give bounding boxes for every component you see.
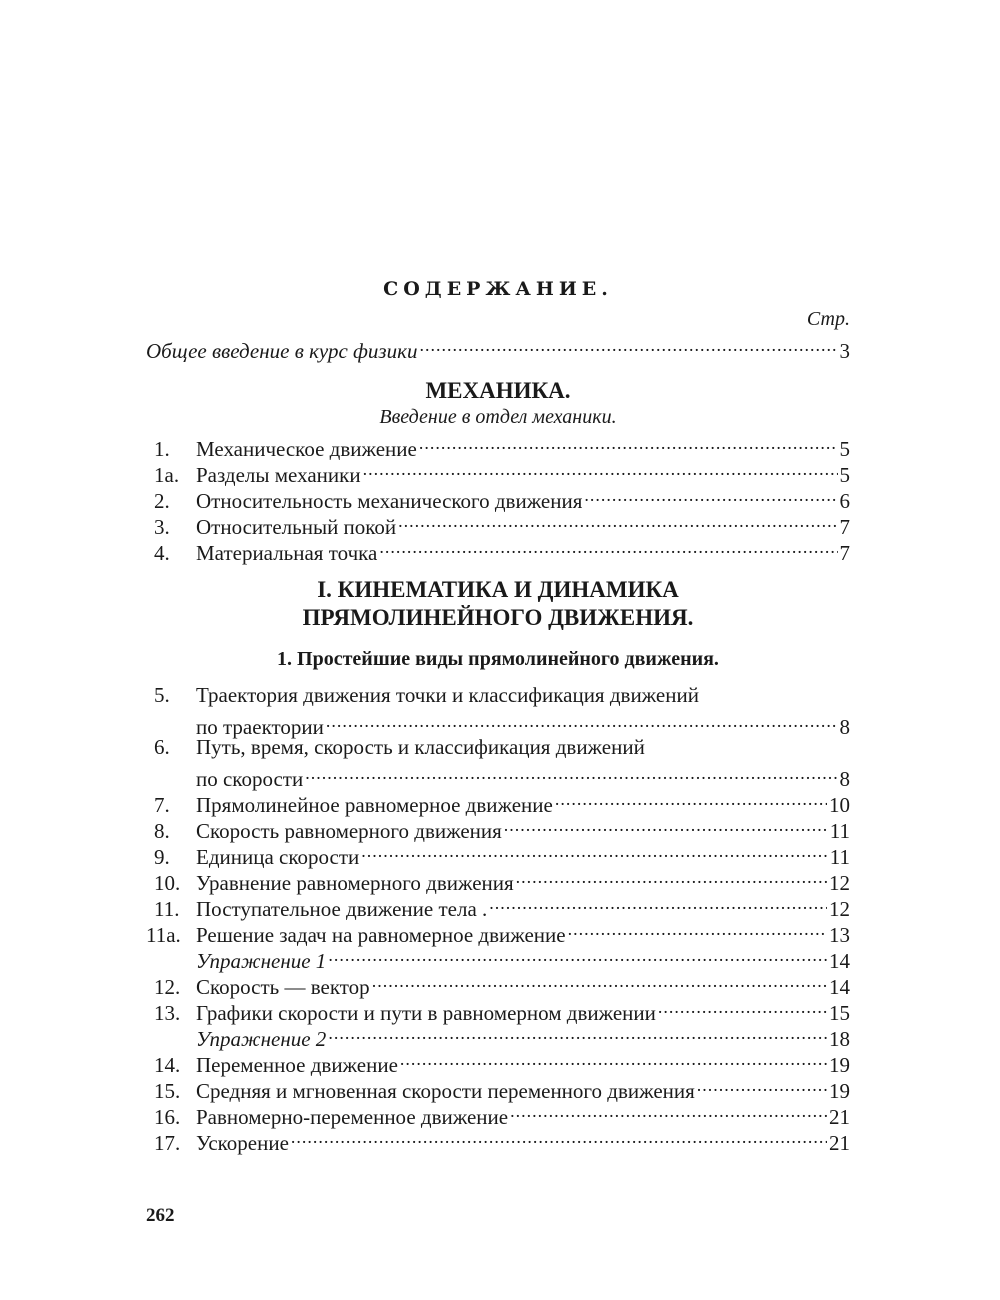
entry-page: 21 bbox=[829, 1105, 850, 1129]
entry-number: 13. bbox=[154, 1001, 181, 1025]
entry-page: 8 bbox=[839, 767, 850, 791]
toc-title: СОДЕРЖАНИЕ. bbox=[383, 278, 613, 300]
part-title-line2: ПРЯМОЛИНЕЙНОГО ДВИЖЕНИЯ. bbox=[302, 605, 694, 630]
dot-leader bbox=[328, 1020, 827, 1046]
dot-leader bbox=[372, 968, 827, 994]
entry-text: Траектория движения точки и классификация движений bbox=[196, 683, 699, 707]
entry-number: 12. bbox=[154, 975, 181, 999]
entry-text: Относительный покой bbox=[196, 515, 397, 539]
entry-page: 12 bbox=[829, 871, 850, 895]
entry-text: Решение задач на равномерное движение bbox=[196, 923, 566, 947]
entry-number: 1. bbox=[154, 437, 170, 461]
toc-entry[interactable] bbox=[146, 430, 850, 461]
dot-leader bbox=[658, 994, 827, 1020]
entry-number: 9. bbox=[154, 845, 170, 869]
mechanics-entries bbox=[146, 430, 850, 565]
entry-number: 1а. bbox=[154, 463, 180, 487]
page-number: 262 bbox=[146, 1205, 175, 1226]
entry-text: Равномерно-переменное движение bbox=[196, 1105, 509, 1129]
toc-entry[interactable] bbox=[146, 682, 850, 708]
entry-text: Механическое движение bbox=[196, 437, 417, 461]
entry-page: 5 bbox=[839, 437, 850, 461]
entry-page: 19 bbox=[829, 1079, 850, 1103]
entry-number: 2. bbox=[154, 489, 170, 513]
entry-text: Общее введение в курс физики bbox=[146, 339, 418, 363]
entry-text: Скорость равномерного движения bbox=[196, 819, 502, 843]
dot-leader bbox=[363, 456, 838, 482]
entry-text: Уравнение равномерного движения bbox=[196, 871, 514, 895]
dot-leader bbox=[361, 838, 828, 864]
dot-leader bbox=[504, 812, 828, 838]
entry-text: Переменное движение bbox=[196, 1053, 398, 1077]
entry-text: Упражнение 1 bbox=[196, 949, 327, 973]
entry-number: 8. bbox=[154, 819, 170, 843]
entry-number: 4. bbox=[154, 541, 170, 565]
entry-text: по скорости bbox=[196, 767, 304, 791]
entry-text: по траектории bbox=[196, 715, 324, 739]
dot-leader bbox=[326, 708, 838, 734]
entry-number: 6. bbox=[154, 735, 170, 759]
entry-page: 7 bbox=[839, 541, 850, 565]
dot-leader bbox=[398, 508, 837, 534]
dot-leader bbox=[400, 1046, 827, 1072]
entry-text: Путь, время, скорость и классификация движений bbox=[196, 735, 645, 759]
section-title-mechanics: МЕХАНИКА. bbox=[425, 378, 571, 403]
entry-page: 19 bbox=[829, 1053, 850, 1077]
entry-text: Относительность механического движения bbox=[196, 489, 583, 513]
entry-text: Прямолинейное равномерное движение bbox=[196, 793, 553, 817]
dot-leader bbox=[305, 760, 837, 786]
entry-page: 15 bbox=[829, 1001, 850, 1025]
entry-page: 18 bbox=[829, 1027, 850, 1051]
toc-entry[interactable] bbox=[146, 734, 850, 760]
entry-page: 11 bbox=[829, 845, 850, 869]
page-column-label: Стр. bbox=[806, 308, 850, 330]
entry-page: 7 bbox=[839, 515, 850, 539]
entry-number: 5. bbox=[154, 683, 170, 707]
entry-text: Скорость — вектор bbox=[196, 975, 370, 999]
entry-page: 13 bbox=[829, 923, 850, 947]
entry-page: 14 bbox=[829, 975, 850, 999]
entry-page: 12 bbox=[829, 897, 850, 921]
entry-text: Единица скорости bbox=[196, 845, 360, 869]
chapter1-entries bbox=[146, 682, 850, 1155]
entry-text: Средняя и мгновенная скорости переменного движения bbox=[196, 1079, 695, 1103]
dot-leader bbox=[555, 786, 827, 812]
dot-leader bbox=[291, 1124, 827, 1150]
entry-page: 6 bbox=[839, 489, 850, 513]
dot-leader bbox=[584, 482, 837, 508]
entry-text: Ускорение bbox=[196, 1131, 289, 1155]
entry-text: Графики скорости и пути в равномерном движении bbox=[196, 1001, 656, 1025]
entry-page: 11 bbox=[829, 819, 850, 843]
entry-page: 5 bbox=[839, 463, 850, 487]
dot-leader bbox=[516, 864, 827, 890]
dot-leader bbox=[379, 534, 837, 560]
entry-text: Разделы механики bbox=[196, 463, 361, 487]
entry-page: 3 bbox=[839, 339, 850, 363]
dot-leader bbox=[510, 1098, 827, 1124]
chapter-title: 1. Простейшие виды прямолинейного движения. bbox=[277, 648, 719, 670]
dot-leader bbox=[419, 430, 838, 456]
entry-text: Поступательное движение тела . bbox=[196, 897, 488, 921]
part-title-line1: I. КИНЕМАТИКА И ДИНАМИКА bbox=[317, 577, 679, 602]
entry-number: 3. bbox=[154, 515, 170, 539]
dot-leader bbox=[568, 916, 827, 942]
toc-entry-intro[interactable] bbox=[146, 332, 850, 363]
entry-number: 11. bbox=[154, 897, 180, 921]
entry-text: Упражнение 2 bbox=[196, 1027, 327, 1051]
dot-leader bbox=[419, 332, 837, 358]
entry-text: Материальная точка bbox=[196, 541, 378, 565]
entry-number: 7. bbox=[154, 793, 170, 817]
entry-number: 16. bbox=[154, 1105, 181, 1129]
entry-page: 8 bbox=[839, 715, 850, 739]
dot-leader bbox=[697, 1072, 827, 1098]
entry-number: 14. bbox=[154, 1053, 181, 1077]
dot-leader bbox=[328, 942, 827, 968]
entry-number: 11а. bbox=[146, 923, 181, 947]
entry-number: 10. bbox=[154, 871, 181, 895]
entry-number: 15. bbox=[154, 1079, 181, 1103]
entry-number: 17. bbox=[154, 1131, 181, 1155]
entry-page: 10 bbox=[829, 793, 850, 817]
toc-entry[interactable] bbox=[146, 708, 850, 739]
toc-entry[interactable] bbox=[146, 760, 850, 791]
entry-page: 21 bbox=[829, 1131, 850, 1155]
section-subtitle-mechanics: Введение в отдел механики. bbox=[379, 406, 617, 428]
toc-page bbox=[146, 272, 850, 1155]
dot-leader bbox=[489, 890, 827, 916]
entry-page: 14 bbox=[829, 949, 850, 973]
